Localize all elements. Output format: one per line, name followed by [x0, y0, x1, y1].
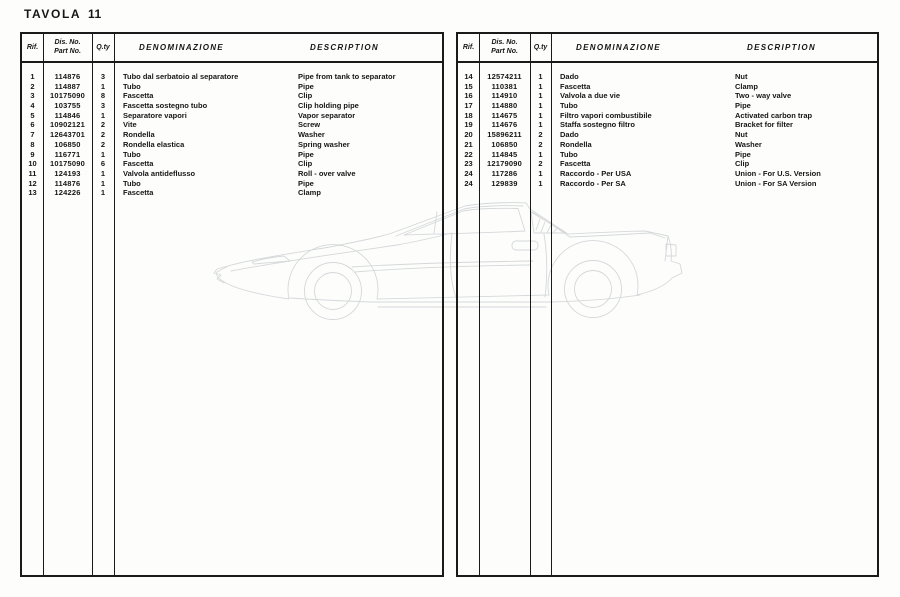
table-header	[458, 34, 877, 63]
cell-part-number: 114676	[491, 120, 518, 130]
cell-qty: 1	[538, 91, 543, 101]
cell-description: Clip	[735, 159, 750, 169]
cell-part-number: 114876	[54, 178, 81, 188]
cell-part-number: 114880	[491, 101, 518, 111]
cell-qty: 8	[100, 91, 106, 101]
cell-rif: 7	[30, 130, 35, 140]
cell-qty: 1	[100, 188, 106, 198]
cell-denominazione: Tubo dal serbatoio al separatore	[123, 72, 239, 81]
cell-rif: 12	[28, 178, 37, 188]
cell-part-number: 10175090	[50, 159, 85, 169]
parts-table-right	[456, 32, 879, 577]
cell-part-number: 114887	[54, 81, 81, 91]
header-qty: Q.ty	[533, 44, 548, 51]
cell-qty: 2	[100, 120, 106, 130]
table-row	[458, 140, 877, 150]
cell-denominazione: Separatore vapori	[123, 110, 187, 120]
table-row	[458, 72, 877, 82]
cell-qty: 1	[100, 168, 106, 178]
table-row	[458, 101, 877, 111]
cell-denominazione: Fascetta	[123, 159, 154, 169]
cell-part-number: 124226	[54, 188, 81, 198]
cell-part-number: 114675	[491, 110, 518, 120]
cell-description: Activated carbon trap	[735, 110, 813, 120]
header-rif: Rif.	[462, 44, 475, 51]
cell-rif: 11	[28, 168, 37, 178]
cell-qty: 2	[538, 130, 543, 140]
cell-description: Screw	[298, 120, 321, 130]
cell-description: Spring washer	[298, 139, 350, 149]
cell-part-number: 114845	[491, 149, 518, 159]
cell-part-number: 129839	[491, 178, 518, 188]
cell-denominazione: Staffa sostegno filtro	[560, 120, 636, 130]
cell-description: Pipe from tank to separator	[298, 72, 396, 81]
table-row	[458, 82, 877, 92]
cell-qty: 2	[538, 139, 543, 149]
table-row	[458, 159, 877, 169]
table-body	[22, 72, 442, 198]
cell-description: Washer	[298, 130, 325, 140]
table-row	[22, 179, 442, 189]
cell-description: Pipe	[298, 178, 314, 188]
cell-description: Clamp	[735, 81, 758, 91]
table-row	[458, 120, 877, 130]
table-row	[22, 150, 442, 160]
cell-rif: 18	[464, 110, 473, 120]
cell-qty: 2	[100, 130, 106, 140]
cell-denominazione: Dado	[560, 130, 579, 140]
cell-description: Roll - over valve	[298, 168, 356, 178]
cell-rif: 24	[464, 178, 473, 188]
plate-number: 11	[88, 7, 102, 21]
cell-description: Clamp	[298, 188, 321, 198]
cell-rif: 14	[464, 72, 473, 81]
cell-description: Union - For SA Version	[735, 178, 817, 188]
cell-description: Vapor separator	[298, 110, 356, 120]
header-denominazione: DENOMINAZIONE	[576, 43, 661, 52]
cell-denominazione: Rondella elastica	[123, 139, 185, 149]
cell-denominazione: Rondella	[560, 139, 592, 149]
cell-part-number: 114910	[491, 91, 518, 101]
cell-part-number: 116771	[54, 149, 81, 159]
cell-qty: 1	[538, 120, 543, 130]
cell-rif: 17	[464, 101, 473, 111]
cell-part-number: 12179090	[487, 159, 522, 169]
cell-denominazione: Fascetta	[560, 159, 591, 169]
cell-rif: 2	[30, 81, 35, 91]
cell-rif: 23	[464, 159, 473, 169]
cell-denominazione: Fascetta	[123, 188, 154, 198]
cell-qty: 6	[100, 159, 106, 169]
cell-denominazione: Raccordo - Per SA	[560, 178, 626, 188]
cell-qty: 3	[100, 72, 106, 81]
cell-denominazione: Valvola a due vie	[560, 91, 621, 101]
table-row	[22, 169, 442, 179]
cell-description: Union - For U.S. Version	[735, 168, 821, 178]
cell-part-number: 110381	[491, 81, 518, 91]
cell-qty: 1	[538, 178, 543, 188]
cell-part-number: 106850	[54, 139, 81, 149]
cell-denominazione: Rondella	[123, 130, 155, 140]
cell-denominazione: Raccordo - Per USA	[560, 168, 632, 178]
table-row	[22, 120, 442, 130]
cell-qty: 1	[100, 149, 106, 159]
cell-qty: 1	[100, 81, 106, 91]
table-row	[458, 91, 877, 101]
cell-denominazione: Tubo	[560, 101, 578, 111]
cell-denominazione: Tubo	[123, 81, 141, 91]
cell-rif: 19	[464, 120, 473, 130]
table-row	[22, 72, 442, 82]
header-dis-part: Dis. No. Part No.	[54, 39, 81, 55]
header-rif: Rif.	[26, 44, 39, 51]
table-header	[22, 34, 442, 63]
cell-rif: 24	[464, 168, 473, 178]
cell-description: Clip	[298, 91, 313, 101]
cell-part-number: 12574211	[487, 72, 522, 81]
cell-qty: 1	[538, 81, 543, 91]
cell-rif: 16	[464, 91, 473, 101]
header-dis-part: Dis. No. Part No.	[491, 39, 518, 55]
header-description: DESCRIPTION	[747, 43, 816, 52]
cell-qty: 2	[100, 139, 106, 149]
cell-qty: 1	[538, 101, 543, 111]
cell-denominazione: Tubo	[560, 149, 578, 159]
table-body	[458, 72, 877, 188]
cell-qty: 1	[538, 72, 543, 81]
cell-rif: 13	[28, 188, 37, 198]
cell-denominazione: Dado	[560, 72, 579, 81]
cell-qty: 1	[538, 168, 543, 178]
cell-qty: 2	[538, 159, 543, 169]
cell-denominazione: Valvola antideflusso	[123, 168, 196, 178]
cell-description: Pipe	[298, 149, 314, 159]
cell-rif: 15	[464, 81, 473, 91]
cell-rif: 5	[30, 110, 35, 120]
table-row	[22, 188, 442, 198]
cell-part-number: 124193	[54, 168, 81, 178]
cell-description: Two - way valve	[735, 91, 792, 101]
cell-description: Nut	[735, 72, 748, 81]
cell-denominazione: Fascetta sostegno tubo	[123, 101, 208, 111]
cell-qty: 1	[100, 178, 106, 188]
cell-part-number: 12643701	[50, 130, 85, 140]
cell-description: Washer	[735, 139, 762, 149]
cell-rif: 20	[464, 130, 473, 140]
table-row	[22, 130, 442, 140]
table-row	[458, 169, 877, 179]
table-row	[458, 130, 877, 140]
page-title-text: TAVOLA	[24, 7, 82, 21]
cell-rif: 8	[30, 139, 35, 149]
cell-part-number: 106850	[491, 139, 518, 149]
cell-qty: 1	[538, 110, 543, 120]
cell-description: Pipe	[298, 81, 314, 91]
cell-denominazione: Tubo	[123, 178, 141, 188]
cell-part-number: 114876	[54, 72, 81, 81]
cell-denominazione: Vite	[123, 120, 137, 130]
header-qty: Q.ty	[96, 44, 110, 51]
cell-rif: 1	[30, 72, 35, 81]
table-row	[458, 111, 877, 121]
cell-denominazione: Fascetta	[123, 91, 154, 101]
cell-rif: 10	[28, 159, 37, 169]
cell-denominazione: Fascetta	[560, 81, 591, 91]
cell-part-number: 10902121	[50, 120, 85, 130]
cell-rif: 6	[30, 120, 35, 130]
cell-description: Clip	[298, 159, 313, 169]
cell-description: Nut	[735, 130, 748, 140]
cell-rif: 3	[30, 91, 35, 101]
cell-part-number: 10175090	[50, 91, 85, 101]
cell-denominazione: Tubo	[123, 149, 141, 159]
cell-qty: 3	[100, 101, 106, 111]
page-title	[24, 7, 102, 21]
table-row	[22, 91, 442, 101]
cell-description: Bracket for filter	[735, 120, 793, 130]
cell-part-number: 117286	[491, 168, 518, 178]
cell-qty: 1	[100, 110, 106, 120]
table-row	[458, 179, 877, 189]
cell-description: Pipe	[735, 149, 751, 159]
table-row	[22, 111, 442, 121]
cell-rif: 9	[30, 149, 35, 159]
parts-table-left	[20, 32, 444, 577]
cell-rif: 4	[30, 101, 35, 111]
cell-part-number: 103755	[54, 101, 81, 111]
table-row	[22, 140, 442, 150]
header-denominazione: DENOMINAZIONE	[139, 43, 224, 52]
table-row	[22, 82, 442, 92]
cell-description: Clip holding pipe	[298, 101, 359, 111]
cell-qty: 1	[538, 149, 543, 159]
cell-denominazione: Filtro vapori combustibile	[560, 110, 652, 120]
cell-part-number: 114846	[54, 110, 81, 120]
table-row	[458, 150, 877, 160]
table-row	[22, 101, 442, 111]
table-row	[22, 159, 442, 169]
header-description: DESCRIPTION	[310, 43, 379, 52]
cell-description: Pipe	[735, 101, 751, 111]
cell-part-number: 15896211	[487, 130, 522, 140]
cell-rif: 21	[464, 139, 473, 149]
cell-rif: 22	[464, 149, 473, 159]
